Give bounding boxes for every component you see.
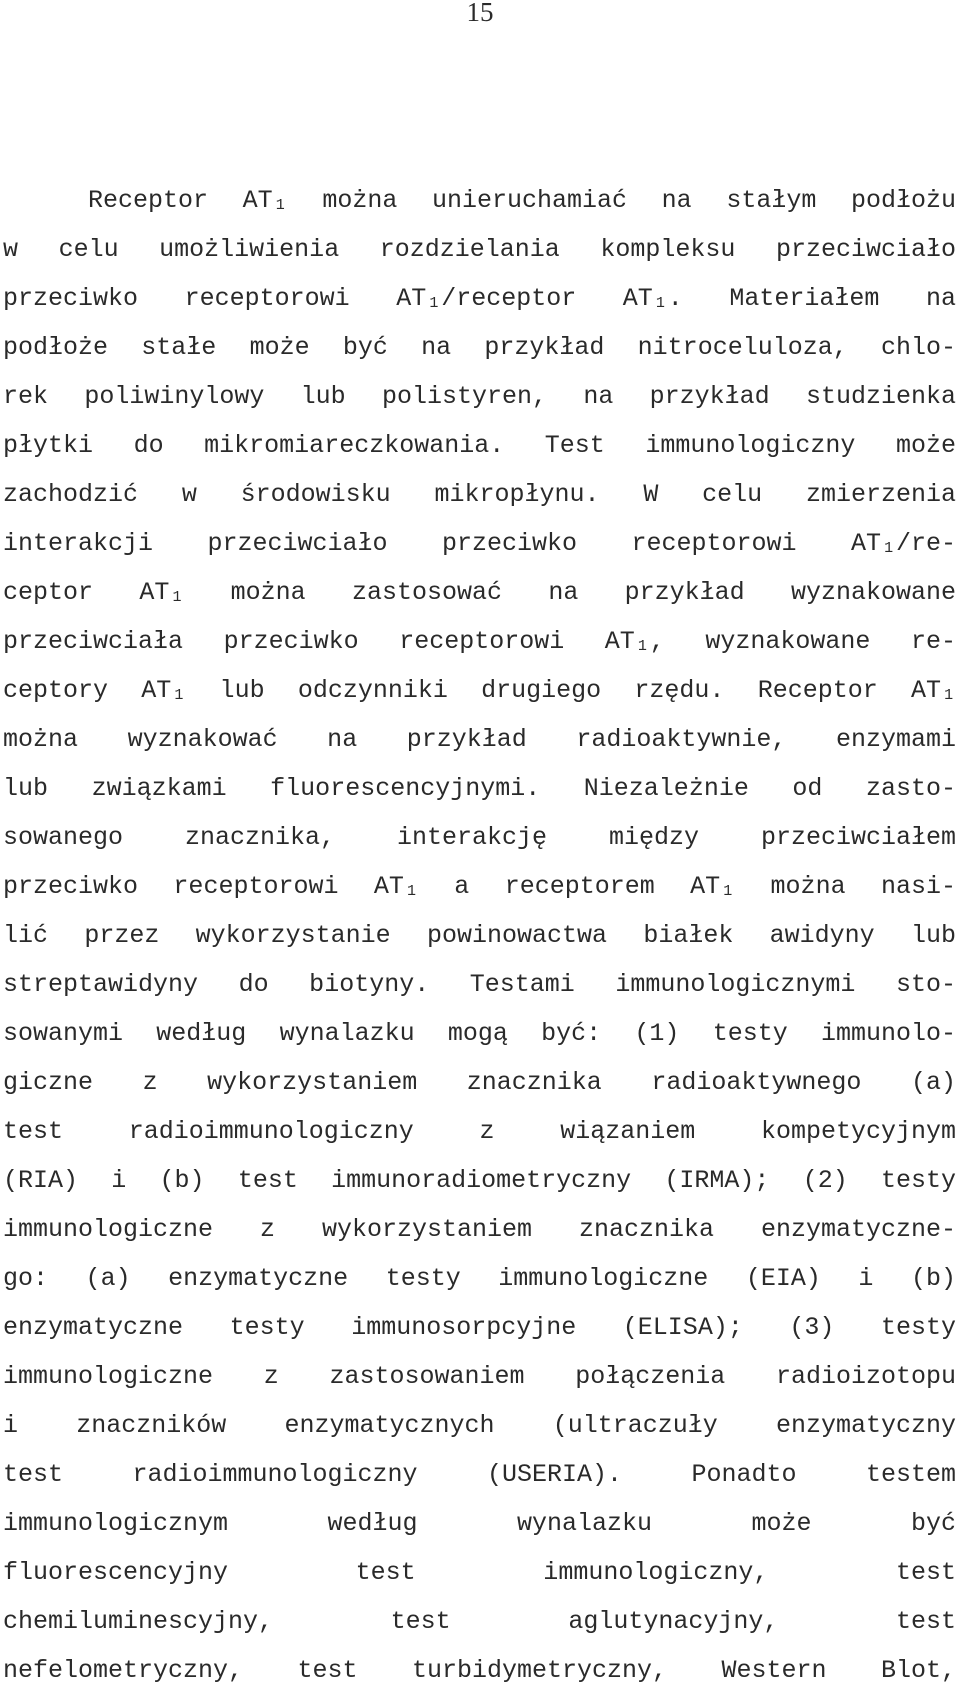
text-line: immunologiczne z wykorzystaniem znacznika enzymatyczne- [3,1215,956,1244]
text-line: (RIA) i (b) test immunoradiometryczny (IRMA); (2) testy [3,1166,956,1195]
text-line: podłoże stałe może być na przykład nitroceluloza, chlo- [3,333,956,362]
text-line: zachodzić w środowisku mikropłynu. W celu zmierzenia [3,480,956,509]
text-line: lić przez wykorzystanie powinowactwa białek awidyny lub [3,921,956,950]
text-line: przeciwko receptorowi AT₁/receptor AT₁. Materiałem na [3,284,956,313]
text-line: nefelometryczny, test turbidymetryczny, Western Blot, [3,1656,956,1685]
text-line: enzymatyczne testy immunosorpcyjne (ELISA); (3) testy [3,1313,956,1342]
text-line: przeciwciała przeciwko receptorowi AT₁, wyznakowane re- [3,627,956,656]
text-line: rek poliwinylowy lub polistyren, na przykład studzienka [3,382,956,411]
text-line: przeciwko receptorowi AT₁ a receptorem AT₁ można nasi- [3,872,956,901]
text-line: immunologiczne z zastosowaniem połączenia radioizotopu [3,1362,956,1391]
text-line: fluorescencyjny test immunologiczny, test [3,1558,956,1587]
text-line: go: (a) enzymatyczne testy immunologiczne (EIA) i (b) [3,1264,956,1293]
text-line: test radioimmunologiczny (USERIA). Ponadto testem [3,1460,956,1489]
text-line: ceptor AT₁ można zastosować na przykład wyznakowane [3,578,956,607]
text-line: chemiluminescyjny, test aglutynacyjny, test [3,1607,956,1636]
body-paragraph [3,176,956,1695]
text-line: streptawidyny do biotyny. Testami immunologicznymi sto- [3,970,956,999]
text-line: w celu umożliwienia rozdzielania kompleksu przeciwciało [3,235,956,264]
text-line: i znaczników enzymatycznych (ultraczuły enzymatyczny [3,1411,956,1440]
text-line: lub związkami fluorescencyjnymi. Niezależnie od zasto- [3,774,956,803]
text-line: interakcji przeciwciało przeciwko receptorowi AT₁/re- [3,529,956,558]
text-line: test radioimmunologiczny z wiązaniem kompetycyjnym [3,1117,956,1146]
text-line: giczne z wykorzystaniem znacznika radioaktywnego (a) [3,1068,956,1097]
text-line: płytki do mikromiareczkowania. Test immunologiczny może [3,431,956,460]
text-line: Receptor AT₁ można unieruchamiać na stałym podłożu [88,186,956,215]
page-number: 15 [466,0,494,27]
text-line: sowanego znacznika, interakcję między przeciwciałem [3,823,956,852]
text-line: sowanymi według wynalazku mogą być: (1) testy immunolo- [3,1019,956,1048]
text-line: ceptory AT₁ lub odczynniki drugiego rzędu. Receptor AT₁ [3,676,956,705]
text-line: można wyznakować na przykład radioaktywnie, enzymami [3,725,956,754]
text-line: immunologicznym według wynalazku może być [3,1509,956,1538]
